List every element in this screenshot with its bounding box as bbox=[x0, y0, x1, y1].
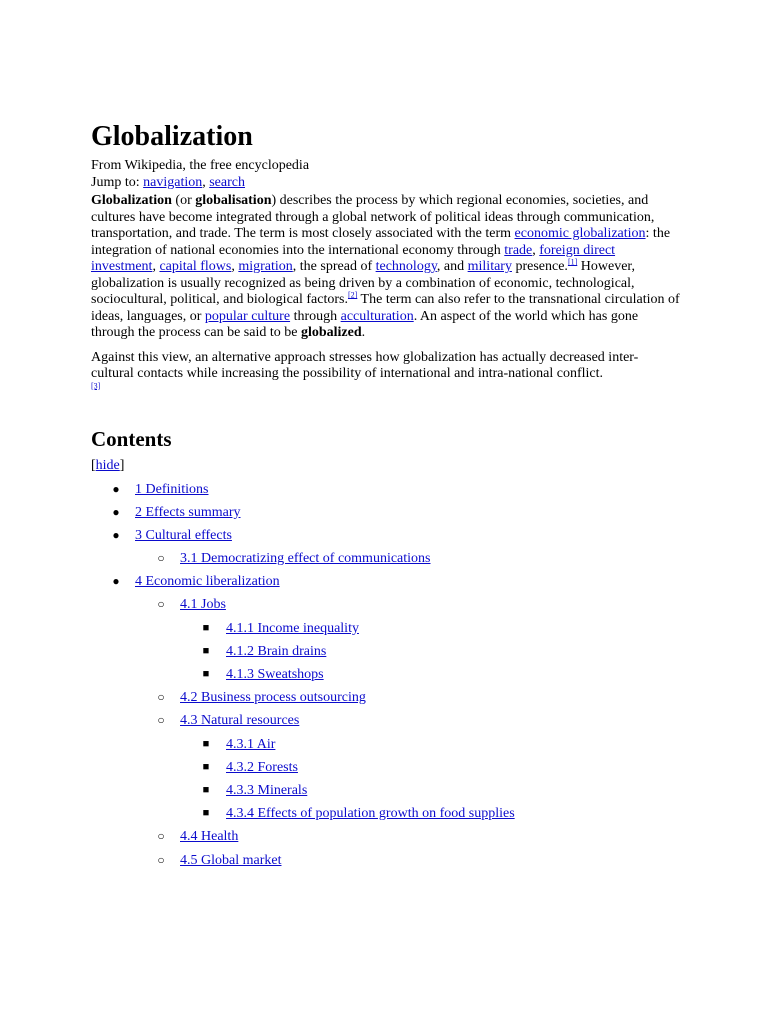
toc-item bbox=[91, 709, 681, 732]
term-globalized: globalized bbox=[300, 325, 362, 340]
link-capital-flows[interactable]: capital flows bbox=[159, 259, 232, 274]
link-military[interactable]: military bbox=[467, 259, 512, 274]
square-bullet-icon: ■ bbox=[202, 807, 210, 820]
text-run: : the integration of national economies into the international economy through bbox=[91, 226, 671, 258]
disc-bullet-icon: ● bbox=[112, 504, 120, 519]
table-of-contents bbox=[91, 478, 681, 872]
toc-item bbox=[91, 617, 681, 640]
toc-item bbox=[91, 478, 681, 501]
toc-link[interactable]: 4.5 Global market bbox=[180, 852, 282, 868]
toc-item bbox=[91, 849, 681, 872]
text-run: . An aspect of the world which has gone through the process can be said to be bbox=[91, 308, 639, 340]
bracket: [ bbox=[91, 458, 96, 473]
toc-item bbox=[91, 756, 681, 779]
circle-bullet-icon: ○ bbox=[157, 690, 165, 705]
site-sub: From Wikipedia, the free encyclopedia bbox=[91, 158, 310, 173]
intro-paragraph bbox=[91, 193, 681, 342]
toc-link[interactable]: 4.1.3 Sweatshops bbox=[226, 667, 324, 682]
toc-item bbox=[91, 733, 681, 756]
jump-label: Jump to: bbox=[91, 174, 140, 190]
circle-bullet-icon: ○ bbox=[157, 597, 165, 612]
text-run: , bbox=[532, 242, 540, 258]
contents-heading: Contents bbox=[91, 427, 172, 451]
toc-link[interactable]: 4.1.2 Brain drains bbox=[226, 643, 327, 659]
square-bullet-icon: ■ bbox=[202, 737, 210, 750]
link-technology[interactable]: technology bbox=[375, 259, 437, 274]
toc-link[interactable]: 4.1.1 Income inequality bbox=[226, 620, 359, 636]
text-run: The term can also refer to the transnational circulation of ideas, languages, or bbox=[91, 292, 680, 324]
circle-bullet-icon: ○ bbox=[157, 829, 165, 844]
toc-link[interactable]: 4.3.2 Forests bbox=[226, 759, 298, 775]
toc-link[interactable]: 4.3.1 Air bbox=[226, 736, 276, 752]
text-run: , and bbox=[436, 259, 468, 274]
text-run: . bbox=[361, 325, 366, 340]
disc-bullet-icon: ● bbox=[112, 481, 120, 496]
text-run: ) describes the process by which regional economies, societies, and cultures have become integrated through a global network of political ideas through communication, transportation, and trade. The term is most closely associated with the term bbox=[91, 193, 655, 241]
circle-bullet-icon: ○ bbox=[157, 852, 165, 867]
link-trade[interactable]: trade bbox=[504, 242, 533, 258]
jump-links bbox=[91, 175, 681, 192]
square-bullet-icon: ■ bbox=[202, 760, 210, 773]
article bbox=[91, 118, 681, 872]
text-run: , bbox=[231, 259, 239, 274]
toc-link[interactable]: 3.1 Democratizing effect of communications bbox=[180, 551, 431, 567]
text-run: Against this view, an alternative approach stresses how globalization has actually decreased inter-cultural contacts while increasing the possibility of international and intra-national conflict. bbox=[91, 349, 639, 381]
toc-item bbox=[91, 570, 681, 593]
link-fdi[interactable]: foreign direct investment bbox=[91, 242, 616, 274]
square-bullet-icon: ■ bbox=[202, 621, 210, 634]
square-bullet-icon: ■ bbox=[202, 668, 210, 680]
toc-toggle bbox=[91, 458, 681, 475]
toc-link[interactable]: 4.3.3 Minerals bbox=[226, 782, 308, 798]
toc-item bbox=[91, 547, 681, 570]
toc-item bbox=[91, 802, 681, 825]
ref-1[interactable]: [1] bbox=[567, 257, 578, 267]
link-economic-globalization[interactable]: economic globalization bbox=[514, 226, 646, 241]
text-run: However, globalization is usually recognized as being driven by a combination of economic, technological, sociocultural, political, and biological factors. bbox=[91, 259, 636, 307]
toc-link[interactable]: 4.2 Business process outsourcing bbox=[180, 690, 366, 706]
ref-2[interactable]: [2] bbox=[347, 290, 358, 300]
text-run: presence. bbox=[511, 259, 568, 274]
toc-item bbox=[91, 501, 681, 524]
toc-item bbox=[91, 593, 681, 616]
link-migration[interactable]: migration bbox=[238, 259, 293, 274]
square-bullet-icon: ■ bbox=[202, 783, 210, 796]
toc-item bbox=[91, 686, 681, 709]
page-title: Globalization bbox=[91, 121, 253, 152]
toc-item bbox=[91, 640, 681, 663]
toc-link[interactable]: 4.3 Natural resources bbox=[180, 713, 300, 729]
text-run: through bbox=[290, 308, 341, 324]
navigation-link[interactable]: navigation bbox=[143, 174, 203, 190]
search-link[interactable]: search bbox=[209, 174, 245, 190]
ref-3[interactable]: [3] bbox=[91, 380, 101, 390]
square-bullet-icon: ■ bbox=[202, 644, 210, 657]
toc-link[interactable]: 4.3.4 Effects of population growth on food supplies bbox=[226, 806, 515, 822]
toc-link[interactable]: 4.1 Jobs bbox=[180, 597, 226, 613]
hide-link[interactable]: hide bbox=[95, 458, 120, 473]
toc-item bbox=[91, 524, 681, 547]
jump-sep: , bbox=[202, 174, 206, 190]
link-acculturation[interactable]: acculturation bbox=[340, 308, 414, 324]
disc-bullet-icon: ● bbox=[112, 527, 120, 542]
second-paragraph bbox=[91, 350, 681, 400]
circle-bullet-icon: ○ bbox=[157, 713, 165, 728]
term-bold: Globalization bbox=[91, 193, 172, 208]
text-run: , bbox=[152, 259, 160, 274]
toc-link[interactable]: 4.4 Health bbox=[180, 829, 239, 845]
toc-item bbox=[91, 825, 681, 848]
disc-bullet-icon: ● bbox=[112, 574, 120, 589]
bracket: ] bbox=[119, 458, 125, 473]
toc-link[interactable]: 1 Definitions bbox=[135, 481, 209, 497]
toc-link[interactable]: 4 Economic liberalization bbox=[135, 574, 280, 590]
text-run: , the spread of bbox=[292, 259, 376, 274]
toc-link[interactable]: 2 Effects summary bbox=[135, 504, 241, 520]
toc-item bbox=[91, 663, 681, 686]
toc-item bbox=[91, 779, 681, 802]
text-run: (or bbox=[171, 193, 196, 208]
toc-link[interactable]: 3 Cultural effects bbox=[135, 527, 232, 543]
circle-bullet-icon: ○ bbox=[157, 551, 165, 566]
term-bold-alt: globalisation bbox=[195, 193, 272, 208]
link-popular-culture[interactable]: popular culture bbox=[204, 308, 291, 324]
